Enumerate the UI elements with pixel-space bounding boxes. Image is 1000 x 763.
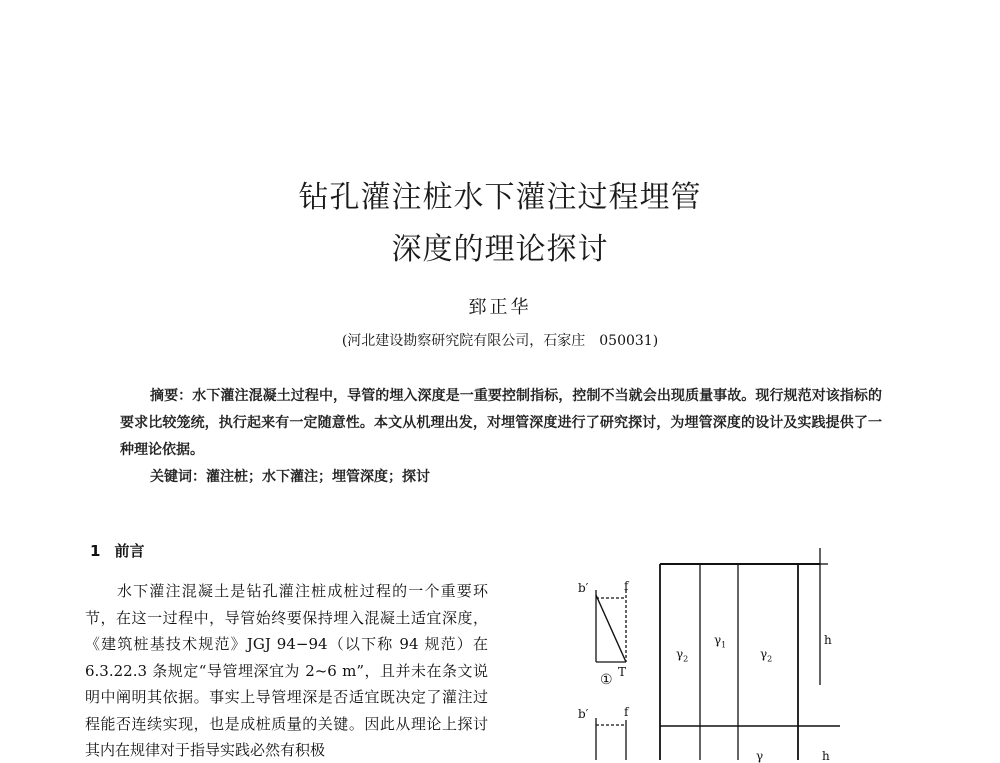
gamma-subscript: 2 (767, 654, 773, 664)
keywords-label: 关键词： (150, 469, 206, 485)
label-f-1: f (624, 579, 629, 593)
abstract-text: 水下灌注混凝土过程中，导管的埋入深度是一重要控制指标，控制不当就会出现质量事故。现行规范对该指标的要求比较笼统，执行起来有一定随意性。本文从机理出发，对埋管深度进行了研究探讨，为埋管深度的设计及实践提供了一种理论依据。 (120, 388, 883, 458)
section-title: 前言 (114, 542, 145, 560)
pile-pressure-figure (560, 540, 860, 763)
figure-drawing (560, 540, 860, 763)
gamma-subscript: 2 (683, 654, 689, 664)
body-paragraph: 水下灌注混凝土是钻孔灌注桩成桩过程的一个重要环节，在这一过程中，导管始终要保持埋入混凝土适宜深度，《建筑桩基技术规范》JGJ 94−94（以下称 94 规范）在 6.3.22.3 条规定“导管埋深宜为 2~6 m”，且并未在条文说明中阐明其依据。事实上导管埋深是否适宜既决定了灌注过程能否连续实现，也是成桩质量的关键。因此从理论上探讨其内在规律对于指导实践必然有积极 (85, 582, 488, 759)
label-T: T (618, 665, 627, 679)
label-circle-1: ① (600, 672, 613, 688)
section-heading (90, 540, 144, 561)
label-h: h (824, 633, 832, 647)
label-b-prime-2: b′ (578, 707, 589, 721)
keywords-text: 灌注桩；水下灌注；埋管深度；探讨 (206, 469, 430, 485)
gamma-symbol: γ (714, 633, 722, 647)
label-h-bottom: h (822, 749, 830, 763)
gamma-subscript: 1 (721, 640, 727, 650)
keywords (150, 466, 430, 486)
label-b-prime-1: b′ (578, 581, 589, 595)
author-name: 郅正华 (468, 297, 532, 318)
label-gamma2-left (676, 648, 688, 665)
label-gamma2-right (760, 648, 772, 665)
gamma-symbol: γ (676, 647, 684, 661)
paper-title-line-2: 深度的理论探讨 (391, 232, 609, 267)
abstract (120, 383, 882, 464)
author-affiliation: (河北建设勘察研究院有限公司，石家庄 050031) (341, 333, 659, 349)
section-number: 1 (90, 542, 101, 560)
gamma-symbol: γ (760, 647, 768, 661)
label-gamma1-center (714, 634, 726, 651)
label-f-2: f (624, 705, 629, 719)
diagram1-slope (596, 595, 626, 662)
paper-title-line-1: 钻孔灌注桩水下灌注过程埋管 (298, 180, 702, 215)
label-gamma-bottom: γ (756, 749, 764, 763)
abstract-label: 摘要： (150, 388, 193, 404)
